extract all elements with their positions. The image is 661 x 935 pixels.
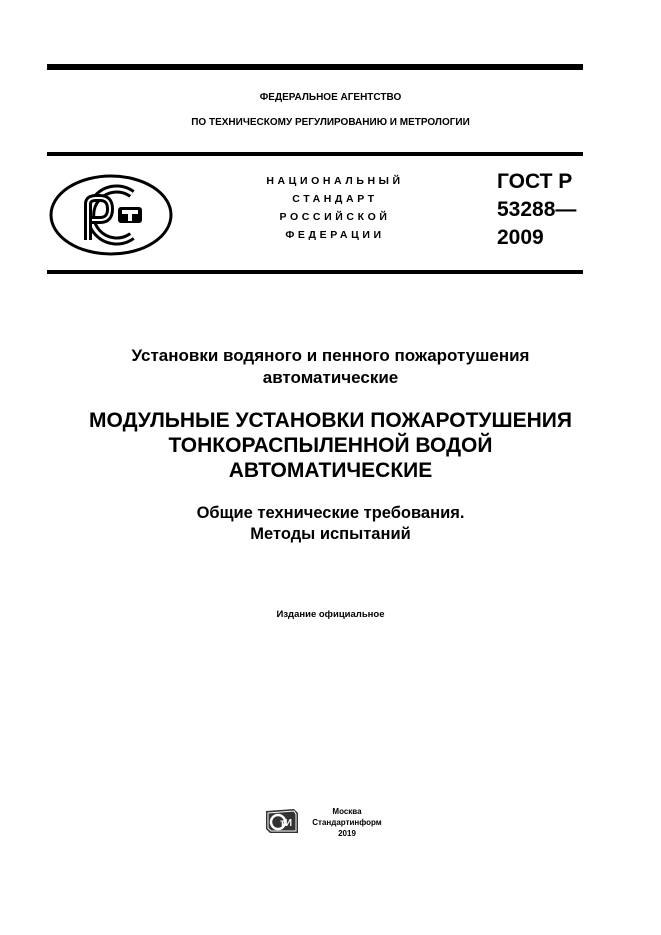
subtitle-line: Методы испытаний xyxy=(250,525,411,543)
national-line: НАЦИОНАЛЬНЫЙ xyxy=(266,175,404,187)
edition-label: Издание официальное xyxy=(276,609,385,620)
group-title xyxy=(0,345,661,389)
publisher-city: Москва xyxy=(332,807,362,816)
top-rule xyxy=(47,64,583,70)
national-line: СТАНДАРТ xyxy=(292,193,378,205)
block-top-rule xyxy=(47,152,583,156)
publisher-info xyxy=(312,806,382,839)
standartinform-logo-icon xyxy=(264,807,300,835)
gost-line: ГОСТ Р xyxy=(497,170,573,193)
agency-line-2: ПО ТЕХНИЧЕСКОМУ РЕГУЛИРОВАНИЮ И МЕТРОЛОГИИ xyxy=(191,117,470,128)
main-title-line: МОДУЛЬНЫЕ УСТАНОВКИ ПОЖАРОТУШЕНИЯ xyxy=(89,409,572,432)
gost-line: 53288— xyxy=(497,198,577,221)
svg-text:тИ: тИ xyxy=(280,818,293,829)
group-title-line: автоматические xyxy=(262,368,399,387)
publisher-year: 2019 xyxy=(338,829,356,838)
group-title-line: Установки водяного и пенного пожаротушения xyxy=(131,346,530,365)
national-line: ФЕДЕРАЦИИ xyxy=(285,229,385,241)
national-line: РОССИЙСКОЙ xyxy=(279,211,391,223)
national-standard-label xyxy=(245,172,425,244)
main-title-line: ТОНКОРАСПЫЛЕННОЙ ВОДОЙ xyxy=(168,434,493,457)
gost-line: 2009 xyxy=(497,226,544,249)
main-title xyxy=(0,408,661,483)
main-title-line: АВТОМАТИЧЕСКИЕ xyxy=(228,459,433,482)
subtitle xyxy=(0,503,661,545)
block-bottom-rule xyxy=(47,270,583,274)
agency-line-1: ФЕДЕРАЛЬНОЕ АГЕНТСТВО xyxy=(259,92,402,103)
subtitle-line: Общие технические требования. xyxy=(196,504,465,522)
gost-designation xyxy=(497,168,576,252)
rst-emblem-icon xyxy=(48,172,174,258)
publisher-name: Стандартинформ xyxy=(312,818,382,827)
